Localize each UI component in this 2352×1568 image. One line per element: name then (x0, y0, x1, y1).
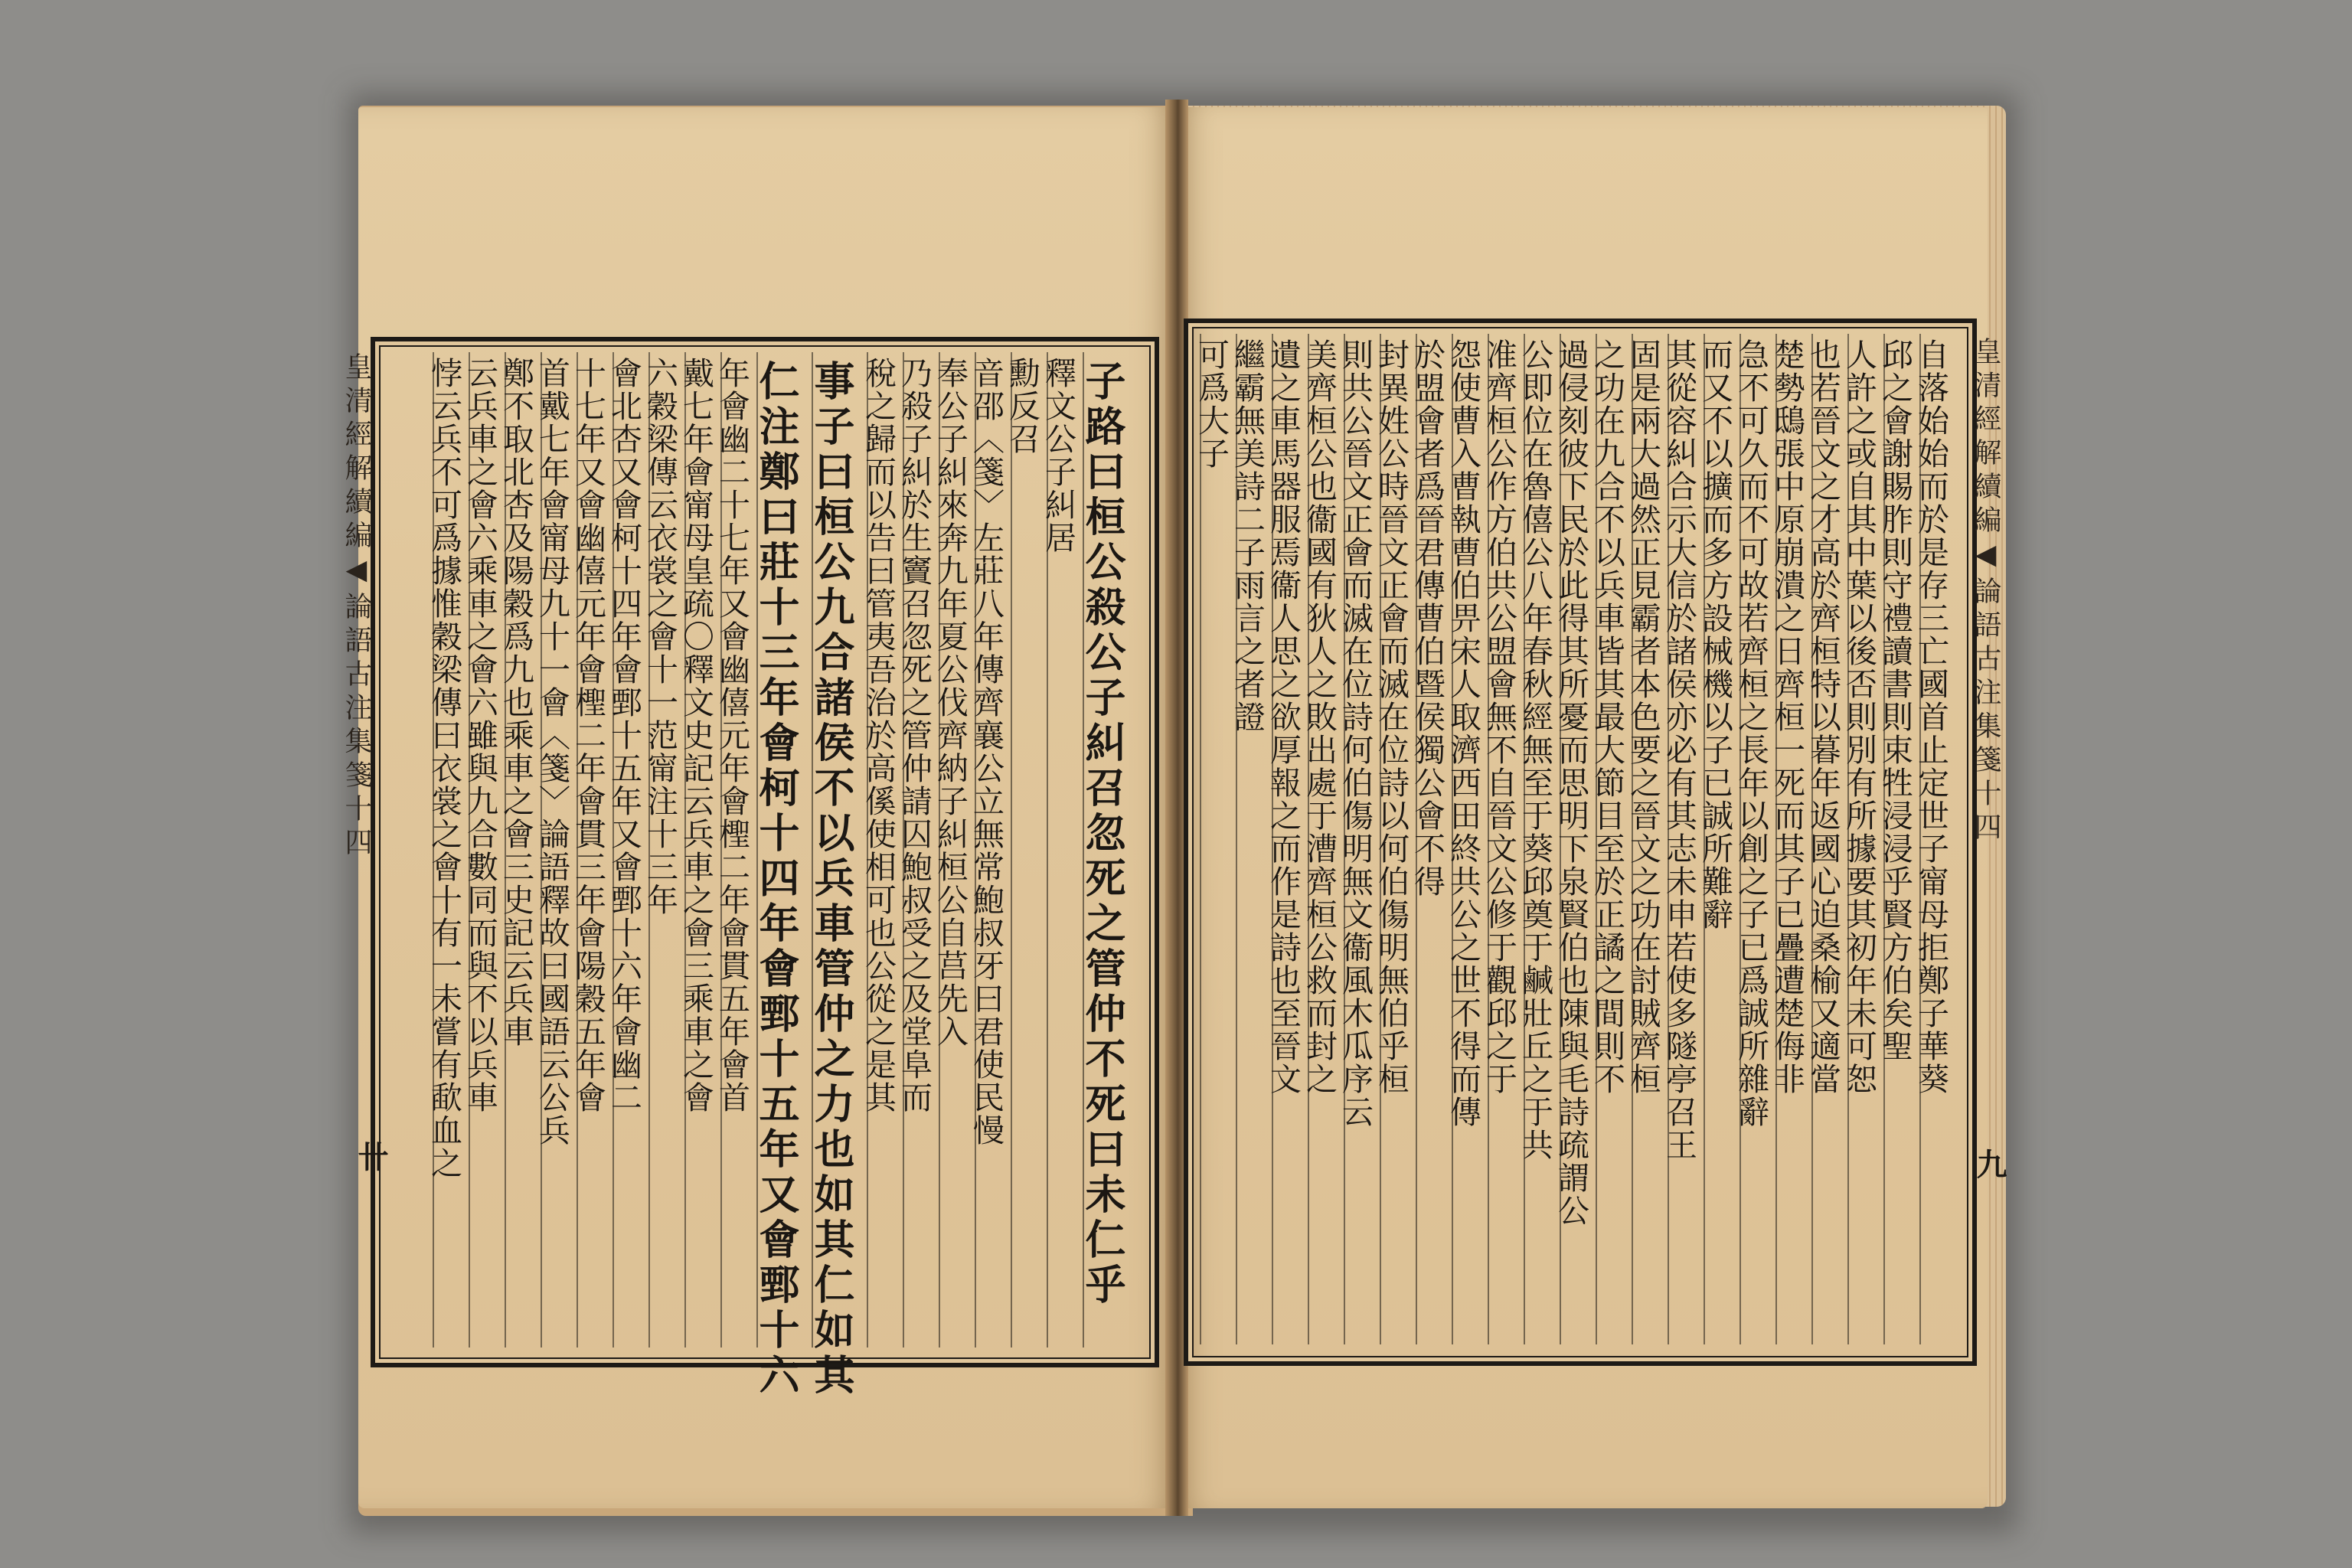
left-page-column: 仁注鄭曰莊十三年會柯十四年會鄄十五年又會鄄十六 (756, 352, 812, 1348)
right-page-column: 美齊桓公也衞國有狄人之敗出處于漕齊桓公救而封之 (1308, 334, 1344, 1344)
left-page-column: 事子曰桓公九合諸侯不以兵車管仲之力也如其仁如其 (812, 352, 867, 1348)
right-page-number: 九 (1971, 1148, 2007, 1179)
right-page-column: 急不可久而不可故若齊桓之長年以創之子已爲誠所雜辭 (1740, 334, 1775, 1344)
left-page-column: 釋文公子糾居 (1047, 352, 1083, 1348)
left-page-column: 六穀梁傳云衣裳之會十一范甯注十三年 (648, 352, 684, 1348)
left-margin-title: 皇清經解續編◀論語古注集箋十四 (341, 352, 372, 861)
right-page-column: 准齊桓公作方伯共公盟會無不自晉文公修于觀邱之于 (1488, 334, 1524, 1344)
right-page-column: 於盟會者爲晉君傳曹伯暨侯獨公會不得 (1416, 334, 1452, 1344)
right-page-text (1193, 334, 1955, 1344)
right-page-column: 過侵刻彼下民於此得其所憂而思明下泉賢伯也陳與毛詩疏謂公 (1560, 334, 1596, 1344)
right-page-column: 公即位在魯僖公八年春秋經無至于葵邱奠于鹹壯丘之于共 (1524, 334, 1560, 1344)
right-page-column: 固是兩大過然正見霸者本色要之晉文之功在討賊齊桓 (1632, 334, 1668, 1344)
left-page-column: 鄭不取北杏及陽穀爲九也乘車之會三史記云兵車 (505, 352, 541, 1348)
right-page-column: 邱之會謝賜胙則守禮讀書則束牲浸浸乎賢方伯矣聖 (1883, 334, 1919, 1344)
right-page-column: 之功在九合不以兵車皆其最大節目至於正譎之間則不 (1596, 334, 1632, 1344)
right-page-column: 怨使曹入曹執曹伯畀宋人取濟西田終共公之世不得而傳 (1452, 334, 1488, 1344)
right-page-column: 也若晉文之才高於齊桓特以暮年返國心迫桑榆又適當 (1811, 334, 1847, 1344)
right-page-column: 人許之或自其中葉以後否則別有所據要其初年未可恕 (1847, 334, 1883, 1344)
right-page-column: 則共公晉文正會而滅在位詩何伯傷明無文衞風木瓜序云 (1344, 334, 1380, 1344)
right-margin-title: 皇清經解續編◀論語古注集箋十四 (1970, 337, 2001, 846)
left-page-column: 會北杏又會柯十四年會鄄十五年又會鄄十六年會幽二 (612, 352, 648, 1348)
left-page-column: 十七年又會幽僖元年會檉二年會貫三年會陽穀五年會 (577, 352, 612, 1348)
left-page-column: 年會幽二十七年又會幽僖元年會檉二年會貫五年會首 (720, 352, 756, 1348)
left-page-column: 奉公子糾來奔九年夏公伐齊納子糾桓公自莒先入 (939, 352, 975, 1348)
left-page-text (383, 352, 1138, 1399)
right-page-column: 其從容糾合示大信於諸侯亦必有其志未申若使多隧亭召王 (1668, 334, 1704, 1344)
left-page-number: 卄 (353, 1141, 389, 1171)
right-page-column: 可爲大子 (1200, 334, 1236, 1344)
left-page-column: 稅之歸而以告曰管夷吾治於高傒使相可也公從之是其 (867, 352, 903, 1348)
left-page-column: 悖云兵不可爲據惟穀梁傳曰衣裳之會十有一未嘗有歃血之 (433, 352, 469, 1348)
left-page-column: 戴七年會甯母皇疏〇釋文史記云兵車之會三乘車之會 (684, 352, 720, 1348)
left-page-column: 云兵車之會六乘車之會六雖與九合數同而與不以兵車 (469, 352, 505, 1348)
right-page-column: 而又不以擴而多方設械機以子已誠所難辭 (1704, 334, 1740, 1344)
right-page-column: 封異姓公時晉文正會而滅在位詩以何伯傷明無伯乎桓 (1380, 334, 1416, 1344)
left-page-column: 乃殺子糾於生竇召忽死之管仲請囚鮑叔受之及堂阜而 (903, 352, 939, 1348)
left-page-column: 勳反召 (1011, 352, 1047, 1348)
right-page-column: 繼霸無美詩二子雨言之者證 (1236, 334, 1272, 1344)
left-page-column: 音邵〈箋〉左莊八年傳齊襄公立無常鮑叔牙曰君使民慢 (975, 352, 1011, 1348)
left-page-column: 子路曰桓公殺公子糾召忽死之管仲不死曰未仁乎 (1083, 352, 1138, 1348)
right-page-column: 自落始始而於是存三亡國首止定世子甯母拒鄭子華葵 (1919, 334, 1955, 1344)
right-page-column: 楚勢鴟張中原崩潰之日齊桓一死而其子已疊遭楚侮非 (1775, 334, 1811, 1344)
left-page-column: 首戴七年會甯母九十一會〈箋〉論語釋故曰國語云公兵 (541, 352, 577, 1348)
right-page-column: 遺之車馬器服焉衞人思之欲厚報之而作是詩也至晉文 (1272, 334, 1308, 1344)
